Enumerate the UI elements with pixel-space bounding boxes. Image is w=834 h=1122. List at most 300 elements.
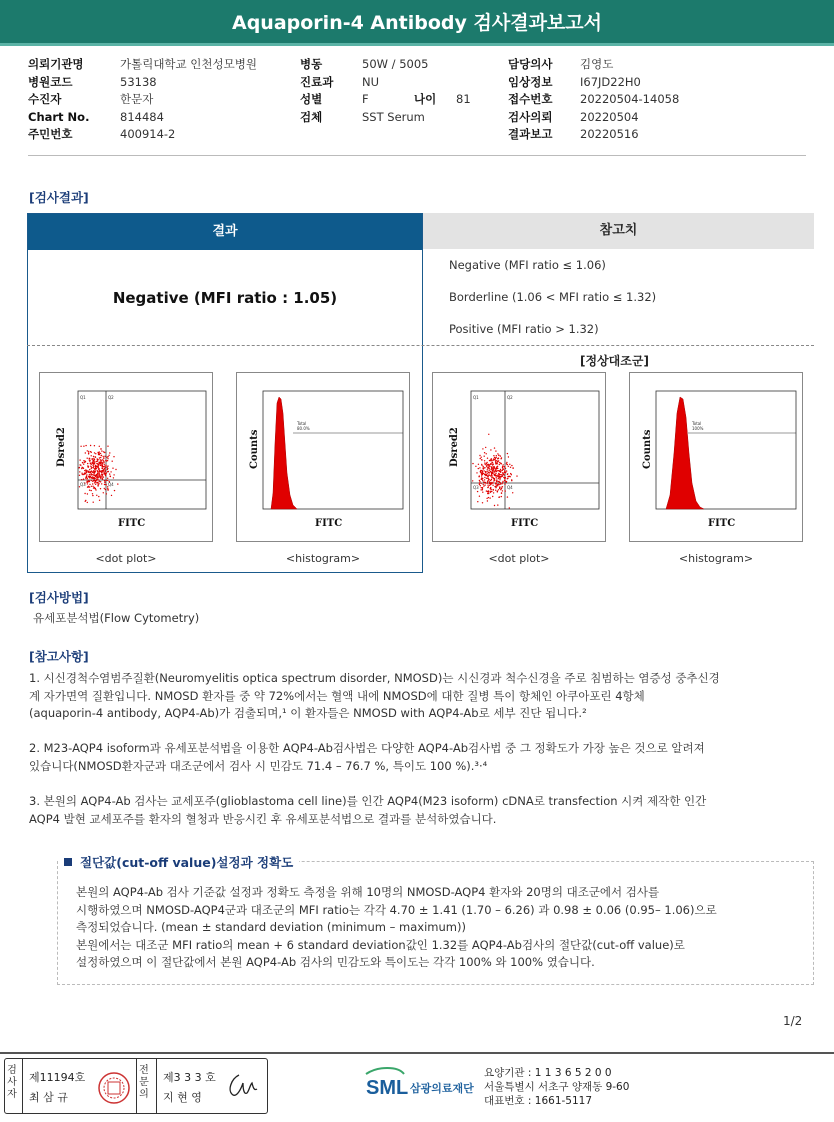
scatter-point xyxy=(103,492,104,493)
scatter-point xyxy=(104,461,105,462)
scatter-point xyxy=(83,464,84,465)
result-header: 결과 xyxy=(28,214,422,250)
scatter-point xyxy=(113,474,114,475)
scatter-point xyxy=(99,481,100,482)
scatter-point xyxy=(506,462,507,463)
scatter-point xyxy=(492,462,493,463)
label-age: 나이 xyxy=(414,92,437,106)
scatter-point xyxy=(482,502,483,503)
scatter-point xyxy=(490,464,491,465)
scatter-point xyxy=(94,480,95,481)
reporter-label-text: 검사자 xyxy=(7,1065,17,1100)
scatter-point xyxy=(500,482,501,483)
scatter-point xyxy=(492,469,493,470)
scatter-point xyxy=(94,478,95,479)
scatter-point xyxy=(94,445,95,446)
scatter-point xyxy=(486,453,487,454)
scatter-point xyxy=(101,450,102,451)
quad-q1: Q1 xyxy=(80,395,86,400)
scatter-point xyxy=(80,465,81,466)
scatter-point xyxy=(504,470,505,471)
scatter-point xyxy=(496,457,497,458)
scatter-point xyxy=(107,478,108,479)
control-dot-xlabel: FITC xyxy=(511,518,539,529)
scatter-point xyxy=(501,483,502,484)
scatter-point xyxy=(87,465,88,466)
scatter-point xyxy=(486,478,487,479)
scatter-point xyxy=(102,475,103,476)
scatter-point xyxy=(505,490,506,491)
scatter-point xyxy=(103,457,104,458)
scatter-point xyxy=(497,475,498,476)
scatter-point xyxy=(487,473,488,474)
quad-q2: Q2 xyxy=(108,395,114,400)
scatter-point xyxy=(95,480,96,481)
scatter-point xyxy=(95,465,96,466)
scatter-point xyxy=(102,470,103,471)
patient-hist-gate: Total xyxy=(297,421,307,426)
scatter-point xyxy=(83,460,84,461)
scatter-point xyxy=(100,475,101,476)
scatter-point xyxy=(502,486,503,487)
result-value: Negative (MFI ratio : 1.05) xyxy=(112,289,338,307)
scatter-point xyxy=(484,460,485,461)
scatter-point xyxy=(85,500,86,501)
scatter-point xyxy=(500,489,501,490)
scatter-point xyxy=(100,453,101,454)
scatter-point xyxy=(83,446,84,447)
scatter-point xyxy=(484,467,485,468)
value-request-date: 20220504 xyxy=(580,109,639,124)
scatter-point xyxy=(488,434,489,435)
result-dashed-divider xyxy=(27,345,814,346)
scatter-point xyxy=(489,475,490,476)
scatter-point xyxy=(477,491,478,492)
scatter-point xyxy=(496,468,497,469)
value-report-date: 20220516 xyxy=(580,127,639,141)
scatter-point xyxy=(89,469,90,470)
scatter-point xyxy=(500,477,501,478)
scatter-point xyxy=(487,458,488,459)
scatter-point xyxy=(483,481,484,482)
reference-header: 참고치 xyxy=(423,213,814,249)
scatter-point xyxy=(107,458,108,459)
scatter-point xyxy=(487,478,488,479)
scatter-point xyxy=(102,479,103,480)
scatter-point xyxy=(500,463,501,464)
scatter-point xyxy=(507,464,508,465)
scatter-point xyxy=(486,466,487,467)
scatter-point xyxy=(487,469,488,470)
scatter-point xyxy=(488,479,489,480)
reference-positive: Positive (MFI ratio > 1.32) xyxy=(449,322,599,336)
sml-logo-icon xyxy=(364,1066,484,1102)
scatter-point xyxy=(505,472,506,473)
scatter-point xyxy=(510,473,511,474)
scatter-point xyxy=(490,449,491,450)
scatter-point xyxy=(104,480,105,481)
reporter-seal-icon xyxy=(97,1071,131,1105)
scatter-point xyxy=(92,483,93,484)
section-results: [검사결과] xyxy=(29,190,89,205)
scatter-point xyxy=(485,471,486,472)
scatter-point xyxy=(102,462,103,463)
scatter-point xyxy=(98,452,99,453)
scatter-point xyxy=(503,473,504,474)
scatter-point xyxy=(507,473,508,474)
patient-histogram xyxy=(236,372,410,542)
scatter-point xyxy=(89,458,90,459)
scatter-point xyxy=(110,471,111,472)
scatter-point xyxy=(501,496,502,497)
scatter-point xyxy=(109,473,110,474)
scatter-point xyxy=(504,474,505,475)
scatter-point xyxy=(103,451,104,452)
label-receipt-no: 접수번호 xyxy=(508,92,553,106)
scatter-point xyxy=(478,476,479,477)
control-quad-q4: Q4 xyxy=(507,485,513,490)
scatter-point xyxy=(94,472,95,473)
note-3-line-2: AQP4 발현 교세포주를 환자의 혈청과 반응시킨 후 유세포분석법으로 결과를 분석하였습니다. xyxy=(29,811,497,826)
scatter-point xyxy=(483,484,484,485)
scatter-point xyxy=(495,483,496,484)
scatter-point xyxy=(500,476,501,477)
scatter-point xyxy=(102,474,103,475)
scatter-point xyxy=(111,495,112,496)
scatter-point xyxy=(481,478,482,479)
scatter-point xyxy=(491,477,492,478)
scatter-point xyxy=(107,456,108,457)
scatter-point xyxy=(495,450,496,451)
value-specimen: SST Serum xyxy=(362,109,425,124)
scatter-point xyxy=(89,477,90,478)
control-hist-pct: 100% xyxy=(692,426,704,431)
scatter-point xyxy=(97,466,98,467)
scatter-point xyxy=(101,455,102,456)
header-col-3 xyxy=(508,56,679,144)
scatter-point xyxy=(485,474,486,475)
control-hist-gate: Total xyxy=(692,421,702,426)
scatter-point xyxy=(479,496,480,497)
scatter-point xyxy=(489,483,490,484)
scatter-point xyxy=(488,497,489,498)
scatter-point xyxy=(494,471,495,472)
sign-divider-1 xyxy=(22,1059,23,1113)
scatter-point xyxy=(91,459,92,460)
scatter-point xyxy=(98,464,99,465)
scatter-point xyxy=(487,481,488,482)
scatter-point xyxy=(96,474,97,475)
scatter-point xyxy=(488,491,489,492)
scatter-point xyxy=(101,464,102,465)
scatter-point xyxy=(97,476,98,477)
scatter-point xyxy=(106,493,107,494)
reporter-no: 제11194호 xyxy=(29,1071,86,1084)
scatter-point xyxy=(493,482,494,483)
scatter-point xyxy=(502,466,503,467)
label-hospital-code: 병원코드 xyxy=(28,74,73,89)
scatter-point xyxy=(493,464,494,465)
scatter-point xyxy=(93,502,94,503)
value-receipt-no: 20220504-14058 xyxy=(580,92,680,106)
scatter-point xyxy=(117,483,118,484)
scatter-point xyxy=(498,458,499,459)
scatter-point xyxy=(91,486,92,487)
scatter-point xyxy=(493,455,494,456)
scatter-point xyxy=(99,463,100,464)
patient-hist-caption: <histogram> xyxy=(285,552,361,565)
scatter-point xyxy=(94,452,95,453)
scatter-point xyxy=(481,487,482,488)
scatter-point xyxy=(489,466,490,467)
scatter-point xyxy=(86,479,87,480)
scatter-point xyxy=(492,472,493,473)
report-title: Aquaporin-4 Antibody 검사결과보고서 xyxy=(0,0,834,46)
scatter-point xyxy=(95,489,96,490)
scatter-point xyxy=(80,446,81,447)
scatter-point xyxy=(482,487,483,488)
scatter-point xyxy=(90,445,91,446)
scatter-point xyxy=(491,489,492,490)
scatter-point xyxy=(92,481,93,482)
scatter-point xyxy=(481,475,482,476)
scatter-point xyxy=(87,450,88,451)
scatter-point xyxy=(89,484,90,485)
scatter-point xyxy=(79,471,80,472)
scatter-point xyxy=(499,462,500,463)
header-col-1 xyxy=(28,56,257,144)
scatter-point xyxy=(508,466,509,467)
scatter-point xyxy=(96,495,97,496)
scatter-point xyxy=(478,464,479,465)
scatter-point xyxy=(487,500,488,501)
scatter-point xyxy=(87,493,88,494)
scatter-point xyxy=(487,485,488,486)
scatter-point xyxy=(489,472,490,473)
scatter-point xyxy=(94,482,95,483)
label-sex: 성별 xyxy=(300,92,323,106)
scatter-point xyxy=(97,459,98,460)
scatter-point xyxy=(472,480,473,481)
scatter-point xyxy=(109,452,110,453)
scatter-point xyxy=(87,487,88,488)
scatter-point xyxy=(504,472,505,473)
scatter-point xyxy=(106,480,107,481)
scatter-point xyxy=(491,491,492,492)
scatter-point xyxy=(86,481,87,482)
scatter-point xyxy=(87,463,88,464)
label-department: 진료과 xyxy=(300,74,334,89)
cutoff-line-4: 본원에서는 대조군 MFI ratio의 mean + 6 standard deviation값인 1.32를 AQP4-Ab검사의 절단값(cut-off value)로 xyxy=(76,937,685,952)
scatter-point xyxy=(510,476,511,477)
org-address: 서울특별시 서초구 양재동 9-60 xyxy=(484,1081,630,1093)
cutoff-line-2: 시행하였으며 NMOSD-AQP4군과 대조군의 MFI ratio는 각각 4.70 ± 1.41 (1.70 – 6.26) 과 0.98 ± 0.06 (0.95– 1.06)으로 xyxy=(76,902,717,917)
patient-hist-xlabel: FITC xyxy=(315,518,343,529)
scatter-point xyxy=(480,472,481,473)
scatter-point xyxy=(484,462,485,463)
scatter-point xyxy=(93,456,94,457)
scatter-point xyxy=(507,478,508,479)
sign-divider-2 xyxy=(136,1059,137,1113)
scatter-point xyxy=(511,465,512,466)
scatter-point xyxy=(505,468,506,469)
section-notes: [참고사항] xyxy=(29,649,89,664)
scatter-point xyxy=(85,461,86,462)
scatter-point xyxy=(99,454,100,455)
scatter-point xyxy=(99,446,100,447)
scatter-point xyxy=(480,470,481,471)
scatter-point xyxy=(498,455,499,456)
value-age: 81 xyxy=(456,92,471,106)
reference-borderline: Borderline (1.06 < MFI ratio ≤ 1.32) xyxy=(449,290,657,304)
scatter-point xyxy=(99,457,100,458)
scatter-point xyxy=(503,464,504,465)
scatter-point xyxy=(491,469,492,470)
scatter-point xyxy=(485,464,486,465)
scatter-point xyxy=(479,455,480,456)
scatter-point xyxy=(98,468,99,469)
scatter-point xyxy=(487,475,488,476)
scatter-point xyxy=(490,480,491,481)
scatter-point xyxy=(104,473,105,474)
scatter-point xyxy=(495,475,496,476)
value-hospital-code: 53138 xyxy=(120,74,157,89)
scatter-point xyxy=(489,468,490,469)
scatter-point xyxy=(499,474,500,475)
header-col-2 xyxy=(300,56,471,126)
scatter-point xyxy=(502,481,503,482)
scatter-point xyxy=(94,487,95,488)
quad-q4: Q4 xyxy=(108,482,114,487)
scatter-point xyxy=(488,493,489,494)
scatter-point xyxy=(102,468,103,469)
scatter-point xyxy=(479,480,480,481)
scatter-point xyxy=(89,459,90,460)
scatter-point xyxy=(87,502,88,503)
scatter-point xyxy=(112,468,113,469)
scatter-point xyxy=(506,470,507,471)
scatter-point xyxy=(78,467,79,468)
scatter-point xyxy=(499,470,500,471)
specialist-label xyxy=(139,1065,153,1101)
scatter-point xyxy=(483,468,484,469)
scatter-point xyxy=(89,490,90,491)
scatter-point xyxy=(493,492,494,493)
scatter-point xyxy=(481,464,482,465)
note-3 xyxy=(29,793,706,828)
scatter-point xyxy=(82,474,83,475)
scatter-point xyxy=(508,456,509,457)
scatter-point xyxy=(96,482,97,483)
page-number: 1/2 xyxy=(783,1014,803,1028)
scatter-point xyxy=(502,490,503,491)
scatter-point xyxy=(98,483,99,484)
scatter-point xyxy=(484,452,485,453)
scatter-point xyxy=(108,455,109,456)
scatter-point xyxy=(94,461,95,462)
scatter-point xyxy=(485,482,486,483)
scatter-point xyxy=(87,471,88,472)
scatter-point xyxy=(91,470,92,471)
scatter-point xyxy=(481,472,482,473)
scatter-point xyxy=(91,455,92,456)
note-2-line-2: 있습니다(NMOSD환자군과 대조군에서 검사 시 민감도 71.4 – 76.7 %, 특이도 100 %).³·⁴ xyxy=(29,758,488,773)
scatter-point xyxy=(100,457,101,458)
org-info xyxy=(484,1066,629,1108)
scatter-point xyxy=(506,482,507,483)
scatter-point xyxy=(497,466,498,467)
scatter-point xyxy=(482,473,483,474)
org-name: 삼광의료재단 xyxy=(410,1082,474,1095)
reporter-name: 최 삼 규 xyxy=(29,1091,68,1104)
scatter-point xyxy=(88,476,89,477)
scatter-point xyxy=(91,462,92,463)
control-quad-q2: Q2 xyxy=(507,395,513,400)
scatter-point xyxy=(101,466,102,467)
note-1 xyxy=(29,670,720,723)
scatter-point xyxy=(97,485,98,486)
scatter-point xyxy=(489,497,490,498)
scatter-point xyxy=(95,475,96,476)
scatter-point xyxy=(95,453,96,454)
scatter-point xyxy=(507,476,508,477)
scatter-point xyxy=(496,470,497,471)
scatter-point xyxy=(107,446,108,447)
scatter-point xyxy=(483,470,484,471)
scatter-point xyxy=(100,448,101,449)
scatter-point xyxy=(493,480,494,481)
scatter-point xyxy=(96,466,97,467)
scatter-point xyxy=(498,489,499,490)
scatter-point xyxy=(95,456,96,457)
scatter-point xyxy=(482,448,483,449)
value-department: NU xyxy=(362,74,380,89)
specialist-label-text: 전문의 xyxy=(139,1065,149,1100)
scatter-point xyxy=(486,498,487,499)
scatter-point xyxy=(479,483,480,484)
scatter-point xyxy=(492,460,493,461)
scatter-point xyxy=(104,464,105,465)
scatter-point xyxy=(481,457,482,458)
scatter-point xyxy=(100,488,101,489)
patient-dot-ylabel: Dsred2 xyxy=(56,427,67,467)
scatter-point xyxy=(113,477,114,478)
note-2-line-1: 2. M23-AQP4 isoform과 유세포분석법을 이용한 AQP4-Ab검사법은 다양한 AQP4-Ab검사법 중 그 정확도가 가장 높은 것으로 알려져 xyxy=(29,741,705,755)
cutoff-text xyxy=(76,884,717,972)
scatter-point xyxy=(99,471,100,472)
scatter-point xyxy=(480,483,481,484)
note-1-line-3: (aquaporin-4 antibody, AQP4-Ab)가 검출되며,¹ 이 환자들은 NMOSD with AQP4-Ab로 세부 진단 됩니다.² xyxy=(29,706,587,720)
scatter-point xyxy=(100,460,101,461)
value-institution: 가톨릭대학교 인천성모병원 xyxy=(120,57,257,71)
scatter-point xyxy=(110,476,111,477)
scatter-point xyxy=(91,480,92,481)
scatter-point xyxy=(498,478,499,479)
scatter-point xyxy=(92,493,93,494)
scatter-point xyxy=(491,460,492,461)
scatter-point xyxy=(81,479,82,480)
scatter-point xyxy=(503,477,504,478)
value-doctor: 김영도 xyxy=(580,57,614,71)
scatter-point xyxy=(482,492,483,493)
scatter-point xyxy=(499,486,500,487)
scatter-point xyxy=(105,460,106,461)
scatter-point xyxy=(509,507,510,508)
scatter-point xyxy=(483,485,484,486)
scatter-point xyxy=(93,462,94,463)
scatter-point xyxy=(95,484,96,485)
scatter-point xyxy=(87,483,88,484)
